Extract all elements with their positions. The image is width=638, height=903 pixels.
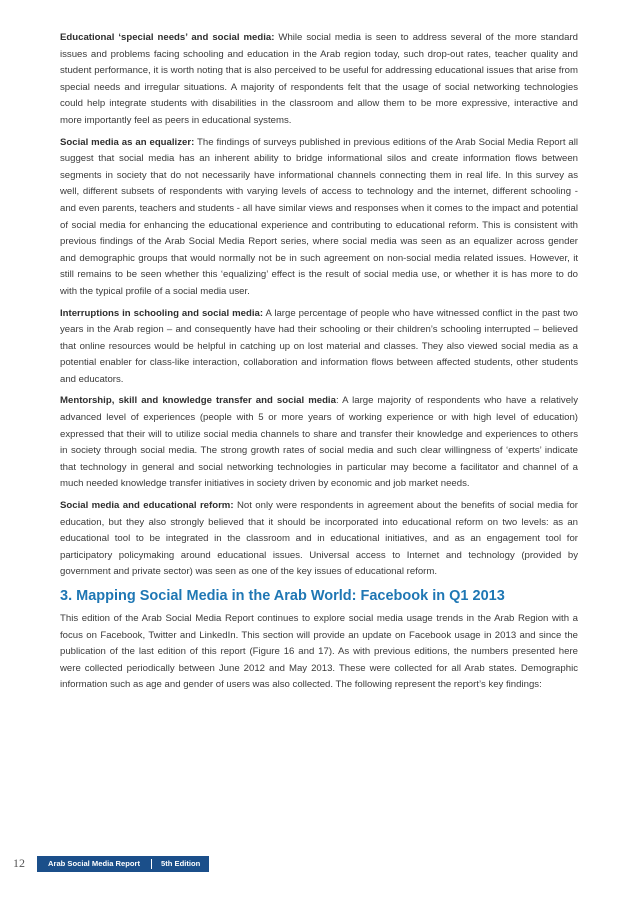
paragraph-lead: Educational ‘special needs’ and social media: [60, 32, 275, 43]
paragraph-lead: Interruptions in schooling and social media: [60, 307, 264, 319]
footer-separator [151, 859, 152, 869]
paragraph-interruptions [60, 306, 578, 389]
paragraph-text: The findings of surveys published in previous editions of the Arab Social Media Report all suggest that social media has an inherent ability to bridge informational silos and create information flows between segments in society that do not necessarily have informational channels connecting them in real life. In this survey as well, different subsets of respondents with varying levels of access to technology and the internet, different schooling - and even parents, teachers and students - all have similar views and responses when it comes to the impact and potential of social media for enhancing the educational experience and contributing to educational reform. This is consistent with previous findings of the Arab Social Media Report series, where social media was seen as an equalizer across gender and demographic groups that would normally not be in such agreement on non-social media related issues. However, it still remains to be seen whether this ‘equalizing’ effect is the result of social media use, or whether it is has more to do with the typical profile of a social media user. [60, 136, 578, 297]
paragraph-text: While social media is seen to address several of the more standard issues and problems facing schooling and education in the Arab region today, such drop-out rates, teacher quality and student performance, it is worth noting that is also perceived to be useful for addressing educational issues that arise from special needs and irregular situations. A majority of respondents felt that the usage of social networking technologies could help integrate students with disabilities in the classroom and allow them to be more expressive, interactive and more importantly feel as peers in educational systems. [60, 32, 578, 126]
paragraph-mentorship [60, 393, 578, 493]
section-intro-paragraph: This edition of the Arab Social Media Report continues to explore social media usage trends in the Arab Region with a focus on Facebook, Twitter and LinkedIn. This section will provide an update on Facebook usage in 2013 and since the publication of the last edition of this report (Figure 16 and 17). As with previous editions, the numbers presented here were collected periodically between June 2012 and May 2013. These were collected for all Arab states. Demographic information such as age and gender of users was also collected. The following represent the report’s key findings: [60, 613, 578, 691]
paragraph-lead: Social media and educational reform: [60, 500, 234, 512]
page-number: 12 [13, 856, 25, 870]
page-footer [0, 854, 638, 874]
paragraph-text: : A large majority of respondents who have a relatively advanced level of experiences (people with 5 or more years of working experience or with high level of education) expressed that their will to utilize social media channels to share and transfer their knowledge and experiences to others in society through social media. The strong growth rates of social media and such clear willingness of ‘experts’ indicate that technology in general and social networking technologies in particular may become a facilitator and channel of a much needed knowledge transfer initiatives in society driven by economic and job market needs. [60, 395, 578, 490]
paragraph-lead: Mentorship, skill and knowledge transfer and social media [60, 395, 336, 407]
paragraph-special-needs [60, 30, 578, 130]
paragraph-equalizer [60, 135, 578, 301]
footer-bar [37, 856, 209, 872]
footer-report-title: Arab Social Media Report [48, 859, 140, 868]
paragraph-lead: Social media as an equalizer: [60, 136, 195, 148]
section-heading: 3. Mapping Social Media in the Arab World: Facebook in Q1 2013 [60, 588, 505, 604]
paragraph-reform [60, 498, 578, 581]
page-content [60, 30, 578, 699]
footer-edition: 5th Edition [161, 859, 201, 868]
paragraph-text: A large percentage of people who have witnessed conflict in the past two years in the Arab region – and consequently have had their schooling or their children’s schooling interrupted – believed that online resources would be helpful in catching up on lost material and classes. They also viewed social media as a potential enabler for class-like interaction, collaboration and information flows between affected students, other students and educators. [60, 307, 578, 385]
paragraph-text: Not only were respondents in agreement about the benefits of social media for education, but they also strongly believed that it should be incorporated into educational reform on two levels: as an educational tool to be integrated in the classroom and in educational initiatives, and as an engagement tool for participatory policymaking around educational issues. Universal access to Internet and technology (provided by government and private sector) was seen as one of the key issues of educational reform. [60, 500, 578, 578]
